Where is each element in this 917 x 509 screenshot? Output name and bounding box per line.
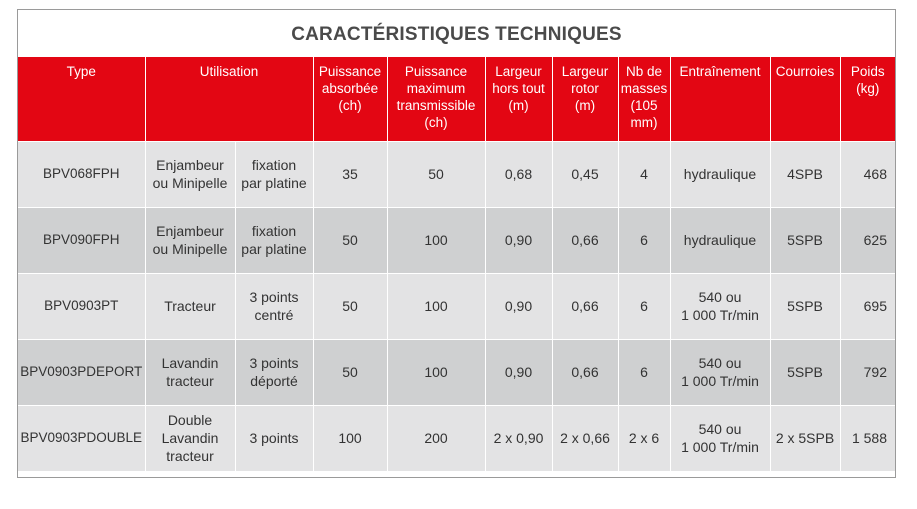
table-row bbox=[18, 339, 895, 405]
cell-largeur-rotor: 0,66 bbox=[552, 207, 618, 273]
cell-entrainement: 540 ou 1 000 Tr/min bbox=[670, 339, 770, 405]
cell-usage: Lavandin tracteur bbox=[145, 339, 235, 405]
header-entrainement: Entraînement bbox=[670, 57, 770, 141]
cell-type: BPV0903PT bbox=[18, 273, 145, 339]
cell-nb-masses: 6 bbox=[618, 273, 670, 339]
header-type: Type bbox=[18, 57, 145, 141]
cell-poids: 1 588 bbox=[840, 405, 895, 471]
cell-mounting: fixation par platine bbox=[235, 207, 313, 273]
cell-courroies: 5SPB bbox=[770, 273, 840, 339]
cell-puissance-max: 100 bbox=[387, 273, 485, 339]
spec-table-frame bbox=[17, 9, 896, 478]
header-poids: Poids (kg) bbox=[840, 57, 895, 141]
spec-table bbox=[18, 57, 895, 471]
cell-largeur-rotor: 0,66 bbox=[552, 339, 618, 405]
table-title: CARACTÉRISTIQUES TECHNIQUES bbox=[291, 24, 622, 45]
cell-puissance-absorbee: 50 bbox=[313, 207, 387, 273]
header-courroies: Courroies bbox=[770, 57, 840, 141]
cell-mounting: 3 points centré bbox=[235, 273, 313, 339]
cell-puissance-max: 100 bbox=[387, 207, 485, 273]
cell-largeur-hors-tout: 0,68 bbox=[485, 141, 552, 207]
header-largeur-rotor: Largeur rotor (m) bbox=[552, 57, 618, 141]
cell-largeur-rotor: 0,45 bbox=[552, 141, 618, 207]
table-row bbox=[18, 141, 895, 207]
cell-usage: Tracteur bbox=[145, 273, 235, 339]
header-puissance-absorbee: Puissance absorbée (ch) bbox=[313, 57, 387, 141]
cell-mounting: 3 points déporté bbox=[235, 339, 313, 405]
cell-puissance-absorbee: 100 bbox=[313, 405, 387, 471]
cell-puissance-max: 200 bbox=[387, 405, 485, 471]
cell-largeur-hors-tout: 2 x 0,90 bbox=[485, 405, 552, 471]
cell-poids: 468 bbox=[840, 141, 895, 207]
cell-courroies: 2 x 5SPB bbox=[770, 405, 840, 471]
header-largeur-hors-tout: Largeur hors tout (m) bbox=[485, 57, 552, 141]
cell-poids: 625 bbox=[840, 207, 895, 273]
cell-type: BPV0903PDEPORT bbox=[18, 339, 145, 405]
header-utilisation: Utilisation bbox=[145, 57, 313, 141]
table-row bbox=[18, 405, 895, 471]
cell-nb-masses: 6 bbox=[618, 207, 670, 273]
cell-entrainement: hydraulique bbox=[670, 141, 770, 207]
table-row bbox=[18, 207, 895, 273]
cell-courroies: 5SPB bbox=[770, 207, 840, 273]
cell-largeur-hors-tout: 0,90 bbox=[485, 273, 552, 339]
cell-mounting: 3 points bbox=[235, 405, 313, 471]
table-row bbox=[18, 273, 895, 339]
cell-puissance-absorbee: 35 bbox=[313, 141, 387, 207]
cell-puissance-absorbee: 50 bbox=[313, 339, 387, 405]
cell-nb-masses: 4 bbox=[618, 141, 670, 207]
cell-type: BPV068FPH bbox=[18, 141, 145, 207]
cell-usage: Double Lavandin tracteur bbox=[145, 405, 235, 471]
cell-mounting: fixation par platine bbox=[235, 141, 313, 207]
cell-entrainement: 540 ou 1 000 Tr/min bbox=[670, 273, 770, 339]
cell-usage: Enjambeur ou Minipelle bbox=[145, 207, 235, 273]
cell-poids: 695 bbox=[840, 273, 895, 339]
cell-nb-masses: 6 bbox=[618, 339, 670, 405]
cell-nb-masses: 2 x 6 bbox=[618, 405, 670, 471]
header-nb-masses: Nb de masses (105 mm) bbox=[618, 57, 670, 141]
cell-courroies: 5SPB bbox=[770, 339, 840, 405]
cell-largeur-rotor: 2 x 0,66 bbox=[552, 405, 618, 471]
cell-type: BPV090FPH bbox=[18, 207, 145, 273]
cell-puissance-max: 50 bbox=[387, 141, 485, 207]
cell-largeur-hors-tout: 0,90 bbox=[485, 207, 552, 273]
header-row bbox=[18, 57, 895, 141]
cell-puissance-max: 100 bbox=[387, 339, 485, 405]
cell-type: BPV0903PDOUBLE bbox=[18, 405, 145, 471]
cell-entrainement: 540 ou 1 000 Tr/min bbox=[670, 405, 770, 471]
cell-usage: Enjambeur ou Minipelle bbox=[145, 141, 235, 207]
header-puissance-max: Puissance maximum transmissible (ch) bbox=[387, 57, 485, 141]
cell-poids: 792 bbox=[840, 339, 895, 405]
cell-puissance-absorbee: 50 bbox=[313, 273, 387, 339]
cell-largeur-hors-tout: 0,90 bbox=[485, 339, 552, 405]
cell-courroies: 4SPB bbox=[770, 141, 840, 207]
cell-largeur-rotor: 0,66 bbox=[552, 273, 618, 339]
cell-entrainement: hydraulique bbox=[670, 207, 770, 273]
